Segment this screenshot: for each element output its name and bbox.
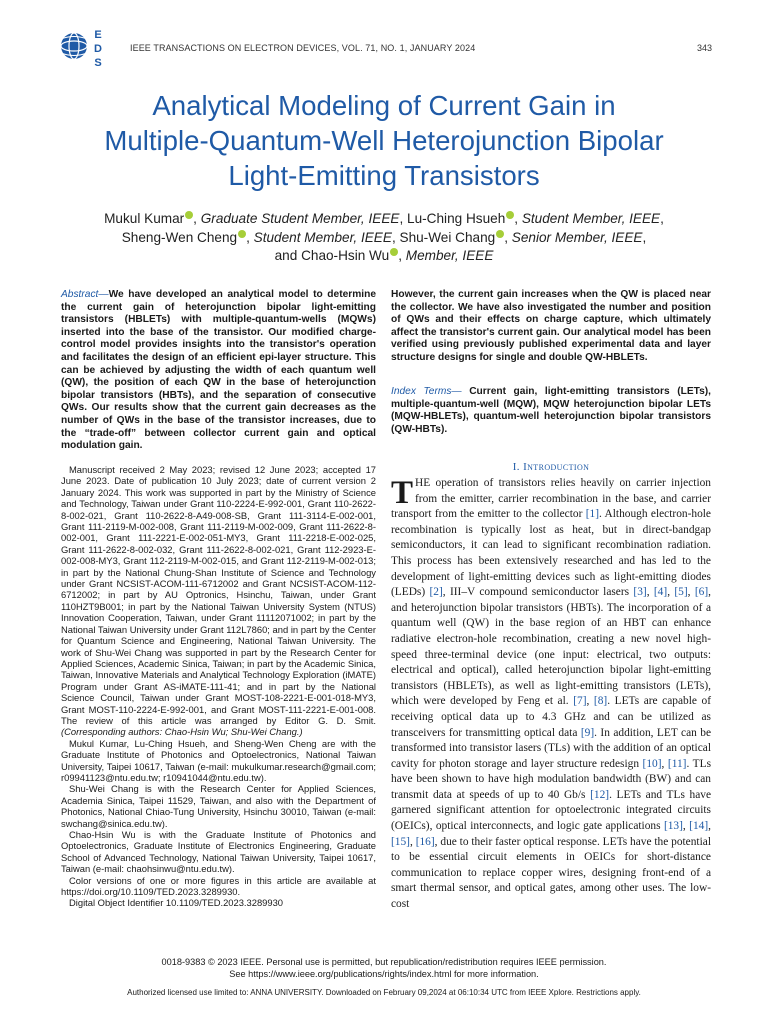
license-notice: Authorized licensed use limited to: ANNA UNIVERSITY. Downloaded on February 09,2024 at 06:10:34 UTC from IEEE Xplore. Restrictions apply. [127, 988, 641, 997]
index-terms-label: Index Terms [391, 386, 452, 397]
author-membership: Student Member, IEEE [521, 211, 661, 226]
citation-link[interactable]: [4] [653, 586, 668, 599]
citation-link[interactable]: [5] [674, 586, 688, 599]
drop-cap: T [391, 475, 414, 511]
index-terms-dash: — [451, 386, 462, 397]
abstract-dash: — [98, 289, 109, 300]
citation-link[interactable]: [2] [429, 586, 443, 599]
section-heading-introduction: I. Introduction [512, 461, 590, 473]
orcid-icon[interactable] [496, 230, 504, 238]
citation-link[interactable]: [3] [633, 586, 647, 599]
paper-title [40, 88, 728, 193]
page-number: 343 [696, 43, 712, 53]
abstract-label: Abstract [61, 289, 99, 300]
citation-link[interactable]: [13] [663, 820, 683, 833]
author-joiner: and [274, 248, 298, 263]
author-name: Sheng-Wen Cheng [121, 229, 238, 245]
author-name: Mukul Kumar [104, 211, 185, 226]
footnote-affiliation-3: Chao-Hsin Wu is with the Graduate Institute of Photonics and Optoelectronics, Graduate Institute of Electronics Engineering, Graduate School of Advanced Technology, National Taiwan University, Taipei 10617, Taiwan (e-mail: chaohsinwu@ntu.edu.tw). [61, 829, 376, 875]
copyright-notice [40, 956, 728, 980]
copyright-line-2: See https://www.ieee.org/publications/rights/index.html for more information. [229, 969, 539, 979]
running-header: IEEE TRANSACTIONS ON ELECTRON DEVICES, VOL. 71, NO. 1, JANUARY 2024 [130, 43, 476, 53]
title-line-1: Analytical Modeling of Current Gain in [152, 90, 616, 121]
footnotes [61, 464, 376, 909]
footnote-doi: Digital Object Identifier 10.1109/TED.2023.3289930 [69, 897, 284, 909]
author-membership: Student Member, IEEE [253, 229, 392, 245]
author-name: Shu-Wei Chang [399, 229, 496, 245]
citation-link[interactable]: [15] [391, 835, 410, 848]
orcid-icon[interactable] [506, 211, 514, 219]
title-line-3: Light-Emitting Transistors [228, 160, 540, 191]
title-line-2: Multiple-Quantum-Well Heterojunction Bipolar [104, 125, 664, 156]
lead-caps: HE [415, 477, 431, 489]
citation-link[interactable]: [11] [667, 757, 687, 770]
corresponding-authors: (Corresponding authors: Chao-Hsin Wu; Shu-Wei Chang.) [61, 726, 303, 738]
abstract-text: We have developed an analytical model to determine the current gain of heterojunction bipolar light-emitting transistors (HBLETs) with multiple-quantum-wells (MQWs) inserted into the base of the transistor. Our modified charge-control model provides insights into the transistor's operation and facilitates the design of an efficient epi-layer structure. This can be achieved by adjusting the width of each quantum well (QW), the position of each QW in the base of heterojunction bipolar transistors (HBTs), and the separation of consecutive QWs. Our results show that the current gain decreases as the number of QWs in the base of the transistor increases, due to the “trade-off” between collector current gain and optical modulation gain. [61, 289, 376, 452]
author-name: Chao-Hsin Wu [301, 248, 390, 263]
introduction-body [391, 476, 711, 913]
orcid-icon[interactable] [185, 211, 193, 219]
orcid-icon[interactable] [238, 230, 246, 238]
footnote-color-figures: Color versions of one or more figures in this article are available at https://doi.org/10.1109/TED.2023.3289930. [61, 874, 376, 898]
author-line-1: Mukul Kumar , Graduate Student Member, IEEE, Lu-Ching Hsueh , Student Member, IEEE, [104, 211, 664, 226]
citation-link[interactable]: [12] [590, 788, 610, 801]
citation-link[interactable]: [8] [593, 695, 608, 708]
citation-link[interactable]: [1] [585, 508, 599, 521]
citation-link[interactable]: [16] [415, 835, 435, 848]
logo-letter-d: D [94, 43, 102, 55]
eds-society-logo [58, 25, 114, 71]
author-membership: Member, IEEE [405, 248, 494, 263]
index-terms-text: Current gain, light-emitting transistors (LETs), multiple-quantum-well (MQW), MQW heterojunction bipolar LETs (MQW-HBLETs), quantum-well heterojunction bipolar transistors (QW-HBTs). [391, 386, 711, 435]
orcid-icon[interactable] [390, 248, 398, 256]
citation-link[interactable]: [9] [580, 726, 595, 739]
abstract-left [61, 289, 376, 453]
author-membership: Senior Member, IEEE [511, 229, 643, 245]
abstract-right: However, the current gain increases when the QW is placed near the collector. We have also investigated the number and position of QWs and their effects on charge capture, which ultimately affect the transistor's current gain. Our analytical model has been verified using previously published experimental data and layer structure designs for single and double QW-HBLETs. [391, 289, 711, 363]
citation-link[interactable]: [7] [573, 695, 587, 708]
author-name: Lu-Ching Hsueh [407, 211, 506, 226]
intro-text: operation of transistors relies heavily on carrier injection from the emitter, carrier recombination in the base, and carrier transport from the emitter to the collector [1]. Although electron-hole recombination is typically lost as heat, but in direct-bandgap semiconductors, it can lead to significant recombination radiation. This process has been extensively researched and has led to the development of light-emitting devices such as light-emitting diodes (LEDs) [2], III–V compound semiconductor lasers [3], [4], [5], [6], and heterojunction bipolar transistors (HBTs). The incorporation of a quantum well (QW) in the base region of an HBT can enhance radiative electron-hole recombination, creating a new novel high-speed three-terminal device (one input: electrical, two outputs: electrical and optical), called heterojunction bipolar light-emitting transistors (HBLETs), as well as light-emitting transistors (LETs), which were developed by Feng et al. [7], [8]. LETs are capable of receiving optical data up to 4.3 GHz and can be utilized as transceivers for transmitting optical data [9]. In addition, LET can be transformed into transistor lasers (TLs) with the addition of an optical cavity for photon storage and layer structure redesign [10], [11]. TLs have been shown to have high modulation bandwidth (BW) and can transmit data at speeds of up to 40 Gb/s [12]. LETs and TLs have garnered significant attention for optoelectronic integrated circuits (OEICs), optical interconnects, and logic gate applications [13], [14], [15], [16], due to their faster optical response. LETs have the potential to be essential circuit elements in OEICs for short-distance communication to replace copper wires, designing front-end of a smart thermal sensor, and optical gates, among other uses. The low-cost [391, 477, 712, 911]
author-list [40, 210, 728, 266]
author-line-2: Sheng-Wen Cheng , Student Member, IEEE, Shu-Wei Chang , Senior Member, IEEE, [121, 229, 647, 245]
footnote-affiliation-2: Shu-Wei Chang is with the Research Center for Applied Sciences, Academia Sinica, Taipei 11529, Taiwan, and also with the Department of Photonics, National Chiao-Tung University, Hsinchu 30010, Taiwan (e-mail: swchang@sinica.edu.tw). [61, 783, 376, 829]
citation-link[interactable]: [10] [642, 757, 662, 770]
copyright-line-1: 0018-9383 © 2023 IEEE. Personal use is permitted, but republication/redistribution requires IEEE permission. [161, 957, 607, 967]
citation-link[interactable]: [6] [694, 586, 709, 599]
logo-letter-e: E [94, 29, 102, 41]
author-line-3: and Chao-Hsin Wu , Member, IEEE [274, 248, 494, 263]
citation-link[interactable]: [14] [689, 820, 709, 833]
logo-letter-s: S [94, 57, 102, 69]
footnote-manuscript: Manuscript received 2 May 2023; revised 12 June 2023; accepted 17 June 2023. Date of publication 10 July 2023; date of current version 2 January 2024. This work was supported in part by the Ministry of Science and Technology, Taiwan under Grant 110-2224-E-992-001, Grant 110-2622-8-002-021, Grant 110-2622-8-A49-008-SB, Grant 111-3114-E-002-001, Grant 111-2119-M-002-008, Grant 111-2119-M-002-009, Grant 111-2622-8-002-001, Grant 111-2221-E-002-051-MY3, Grant 111-2218-E-002-025, Grant 111-2622-8-002-032, Grant 111-2622-8-002-021, Grant 112-2923-E-002-008-MY3, Grant 112-2119-M-002-015, and Grant 112-2119-M-002-013; in part by the National Chung-Shan Institute of Science and Technology under Grant NCSIST-ACOM-111-6712002 and Grant NCSIST-ACOM-112-6712002; in part by AU Optronics, Hsinchu, Taiwan, under Grant 110HZT9B001; in part by the National Taiwan University System (NTUS) Innovation Cooperation, Taiwan, under Grant 11112071002; in part by the National Taiwan University under Grant 112L7860; and in part by the Center for Quantum Science and Engineering, National Taiwan University. The work of Shu-Wei Chang was supported in part by the Research Center for Applied Sciences, Academic Sinica, Taiwan; in part by the Academic Sinica, Taiwan, Innovative Materials and Analytical Technology Exploration (iMATE) Program under Grant AS-iMATE-111-41; and in part by the National Science Council, Taiwan under Grant MOST-108-2221-E-001-018-MY3, Grant MOST-110-2224-E-992-001, and Grant MOST-111-2221-E-001-008. The review of this article was arranged by Editor G. D. Smit. (Corresponding authors: Chao-Hsin Wu; Shu-Wei Chang.) [61, 464, 376, 738]
footnote-affiliation-1: Mukul Kumar, Lu-Ching Hsueh, and Sheng-Wen Cheng are with the Graduate Institute of Photonics and Optoelectronics, National Taiwan University, Taipei 10617, Taiwan (e-mail: mukulkumar.research@gmail.com; r09941123@ntu.edu.tw; r10941044@ntu.edu.tw). [61, 737, 376, 783]
author-membership: Graduate Student Member, IEEE [200, 211, 400, 226]
index-terms [391, 386, 711, 436]
